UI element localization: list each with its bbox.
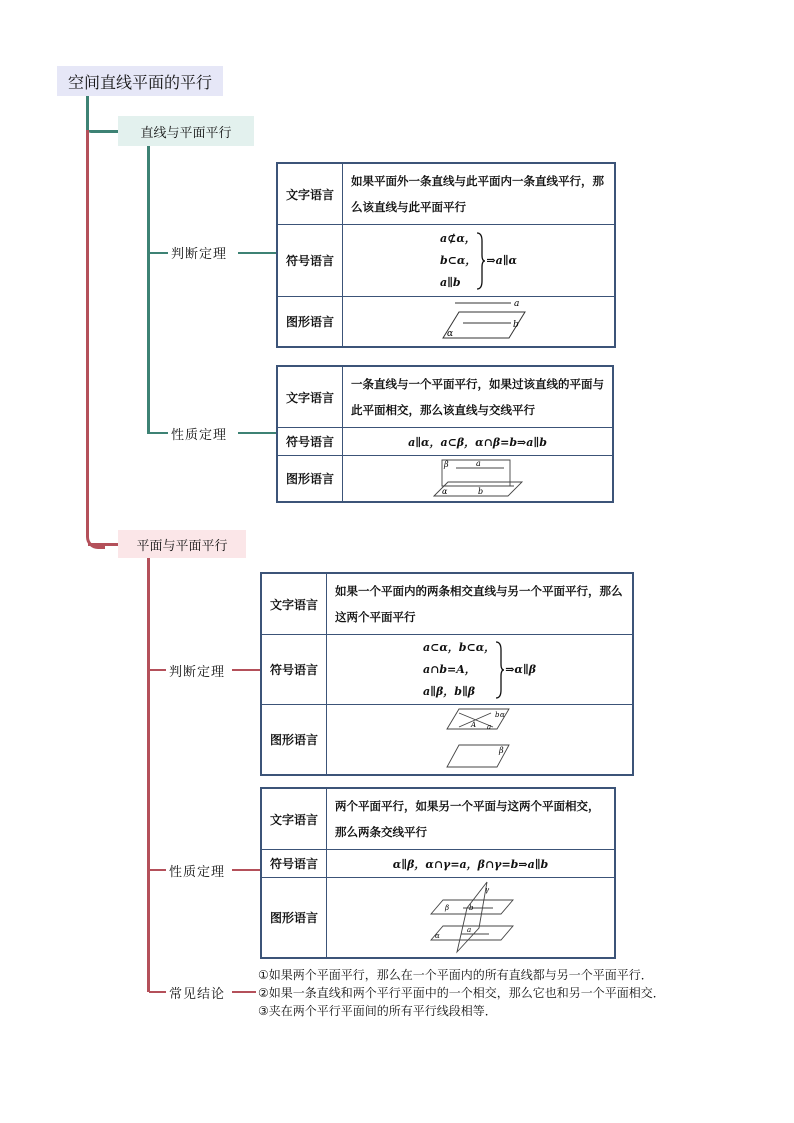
plane-plane-property-table — [260, 787, 616, 959]
symbol-language-content — [327, 635, 634, 705]
figure-language-content — [343, 297, 616, 348]
figure-label: a — [486, 723, 491, 731]
section1-to-judge — [149, 252, 169, 254]
figure-label: A — [470, 721, 476, 729]
symbol-line: a∩b=A， — [423, 662, 476, 676]
plane-plane-judge-table — [260, 572, 634, 776]
text-language-label: 文字语言 — [277, 366, 343, 428]
plane-plane-judge-figure — [445, 705, 515, 771]
conclusion-to-text — [232, 991, 256, 993]
conclusion-item: ③夹在两个平行平面间的所有平行线段相等． — [258, 1004, 497, 1018]
plane-plane-property-figure — [427, 878, 515, 954]
figure-language-label: 图形语言 — [277, 456, 343, 503]
plane-plane-conclusion-label: 常见结论 — [166, 983, 228, 1002]
figure-label: b — [494, 711, 499, 719]
symbol-line: a∥b — [439, 275, 461, 289]
root-node: 空间直线平面的平行 — [57, 66, 223, 96]
symbol-language-content: a∥α，a⊂β，α∩β=b⇒a∥b — [343, 428, 614, 456]
figure-label: α — [441, 487, 447, 496]
figure-language-content — [327, 705, 634, 776]
figure-label: a — [513, 299, 519, 309]
line-plane-property-label: 性质定理 — [168, 424, 230, 443]
symbol-language-label: 符号语言 — [261, 635, 327, 705]
line-plane-property-figure — [430, 456, 526, 498]
figure-label: a — [475, 459, 481, 468]
symbol-line: a∥β，b∥β — [423, 684, 476, 698]
symbol-language-label: 符号语言 — [261, 850, 327, 878]
plane-plane-property-label: 性质定理 — [166, 861, 228, 880]
symbol-language-label: 符号语言 — [277, 428, 343, 456]
figure-label: γ — [484, 886, 489, 894]
figure-label: β — [444, 904, 449, 912]
text-language-label: 文字语言 — [277, 163, 343, 225]
figure-label: α — [434, 932, 440, 940]
root-connector — [86, 96, 89, 132]
section1-to-property — [149, 432, 169, 434]
figure-language-content — [327, 878, 616, 959]
text-language-content: 一条直线与一个平面平行，如果过该直线的平面与此平面相交，那么该直线与交线平行 — [343, 366, 614, 428]
symbol-result: ⇒α∥β — [505, 663, 536, 676]
symbol-line: a⊄α， — [439, 231, 476, 245]
text-language-label: 文字语言 — [261, 788, 327, 850]
symbol-result: ⇒a∥α — [486, 254, 517, 267]
figure-label: a — [466, 926, 471, 934]
section-line-plane-node: 直线与平面平行 — [118, 116, 254, 146]
conclusion-list — [258, 966, 665, 1020]
figure-label: b — [468, 904, 473, 912]
symbol-line: a⊂α，b⊂α， — [423, 640, 496, 654]
figure-language-content — [343, 456, 614, 503]
symbol-line: b⊂α， — [439, 253, 477, 267]
judge2-to-table — [232, 669, 262, 671]
root-trunk — [86, 130, 89, 535]
judge1-to-table — [238, 252, 276, 254]
figure-label: α — [446, 329, 453, 339]
figure-label: b — [512, 320, 519, 330]
figure-label: b — [477, 487, 483, 496]
line-plane-parallel-figure — [429, 298, 529, 342]
figure-label: α — [499, 711, 505, 719]
line-plane-judge-label: 判断定理 — [168, 243, 230, 262]
line-plane-judge-table — [276, 162, 616, 348]
figure-label: β — [498, 746, 504, 755]
symbol-language-label: 符号语言 — [277, 225, 343, 297]
section-plane-plane-node: 平面与平面平行 — [118, 530, 246, 558]
line-plane-property-table — [276, 365, 614, 503]
property2-to-table — [232, 869, 262, 871]
plane-plane-judge-label: 判断定理 — [166, 661, 228, 680]
symbol-language-content — [343, 225, 616, 297]
section2-trunk — [147, 558, 150, 992]
text-language-label: 文字语言 — [261, 573, 327, 635]
conclusion-item: ②如果一条直线和两个平行平面中的一个相交，那么它也和另一个平面相交． — [258, 986, 665, 1000]
text-language-content: 如果一个平面内的两条相交直线与另一个平面平行，那么这两个平面平行 — [327, 573, 634, 635]
brace — [476, 231, 486, 291]
text-language-content: 如果平面外一条直线与此平面内一条直线平行，那么该直线与此平面平行 — [343, 163, 616, 225]
conclusion-item: ①如果两个平面平行，那么在一个平面内的所有直线都与另一个平面平行． — [258, 968, 653, 982]
figure-label: β — [443, 460, 449, 469]
text-language-content: 两个平面平行，如果另一个平面与这两个平面相交，那么两条交线平行 — [327, 788, 616, 850]
section1-trunk — [147, 146, 150, 434]
figure-language-label: 图形语言 — [261, 705, 327, 776]
figure-language-label: 图形语言 — [261, 878, 327, 959]
brace — [495, 640, 505, 700]
property1-to-table — [238, 432, 276, 434]
figure-language-label: 图形语言 — [277, 297, 343, 348]
symbol-language-content: α∥β，α∩γ=a，β∩γ=b⇒a∥b — [327, 850, 616, 878]
root-to-line-plane-connector — [88, 130, 118, 133]
root-trunk-curve — [86, 530, 105, 549]
